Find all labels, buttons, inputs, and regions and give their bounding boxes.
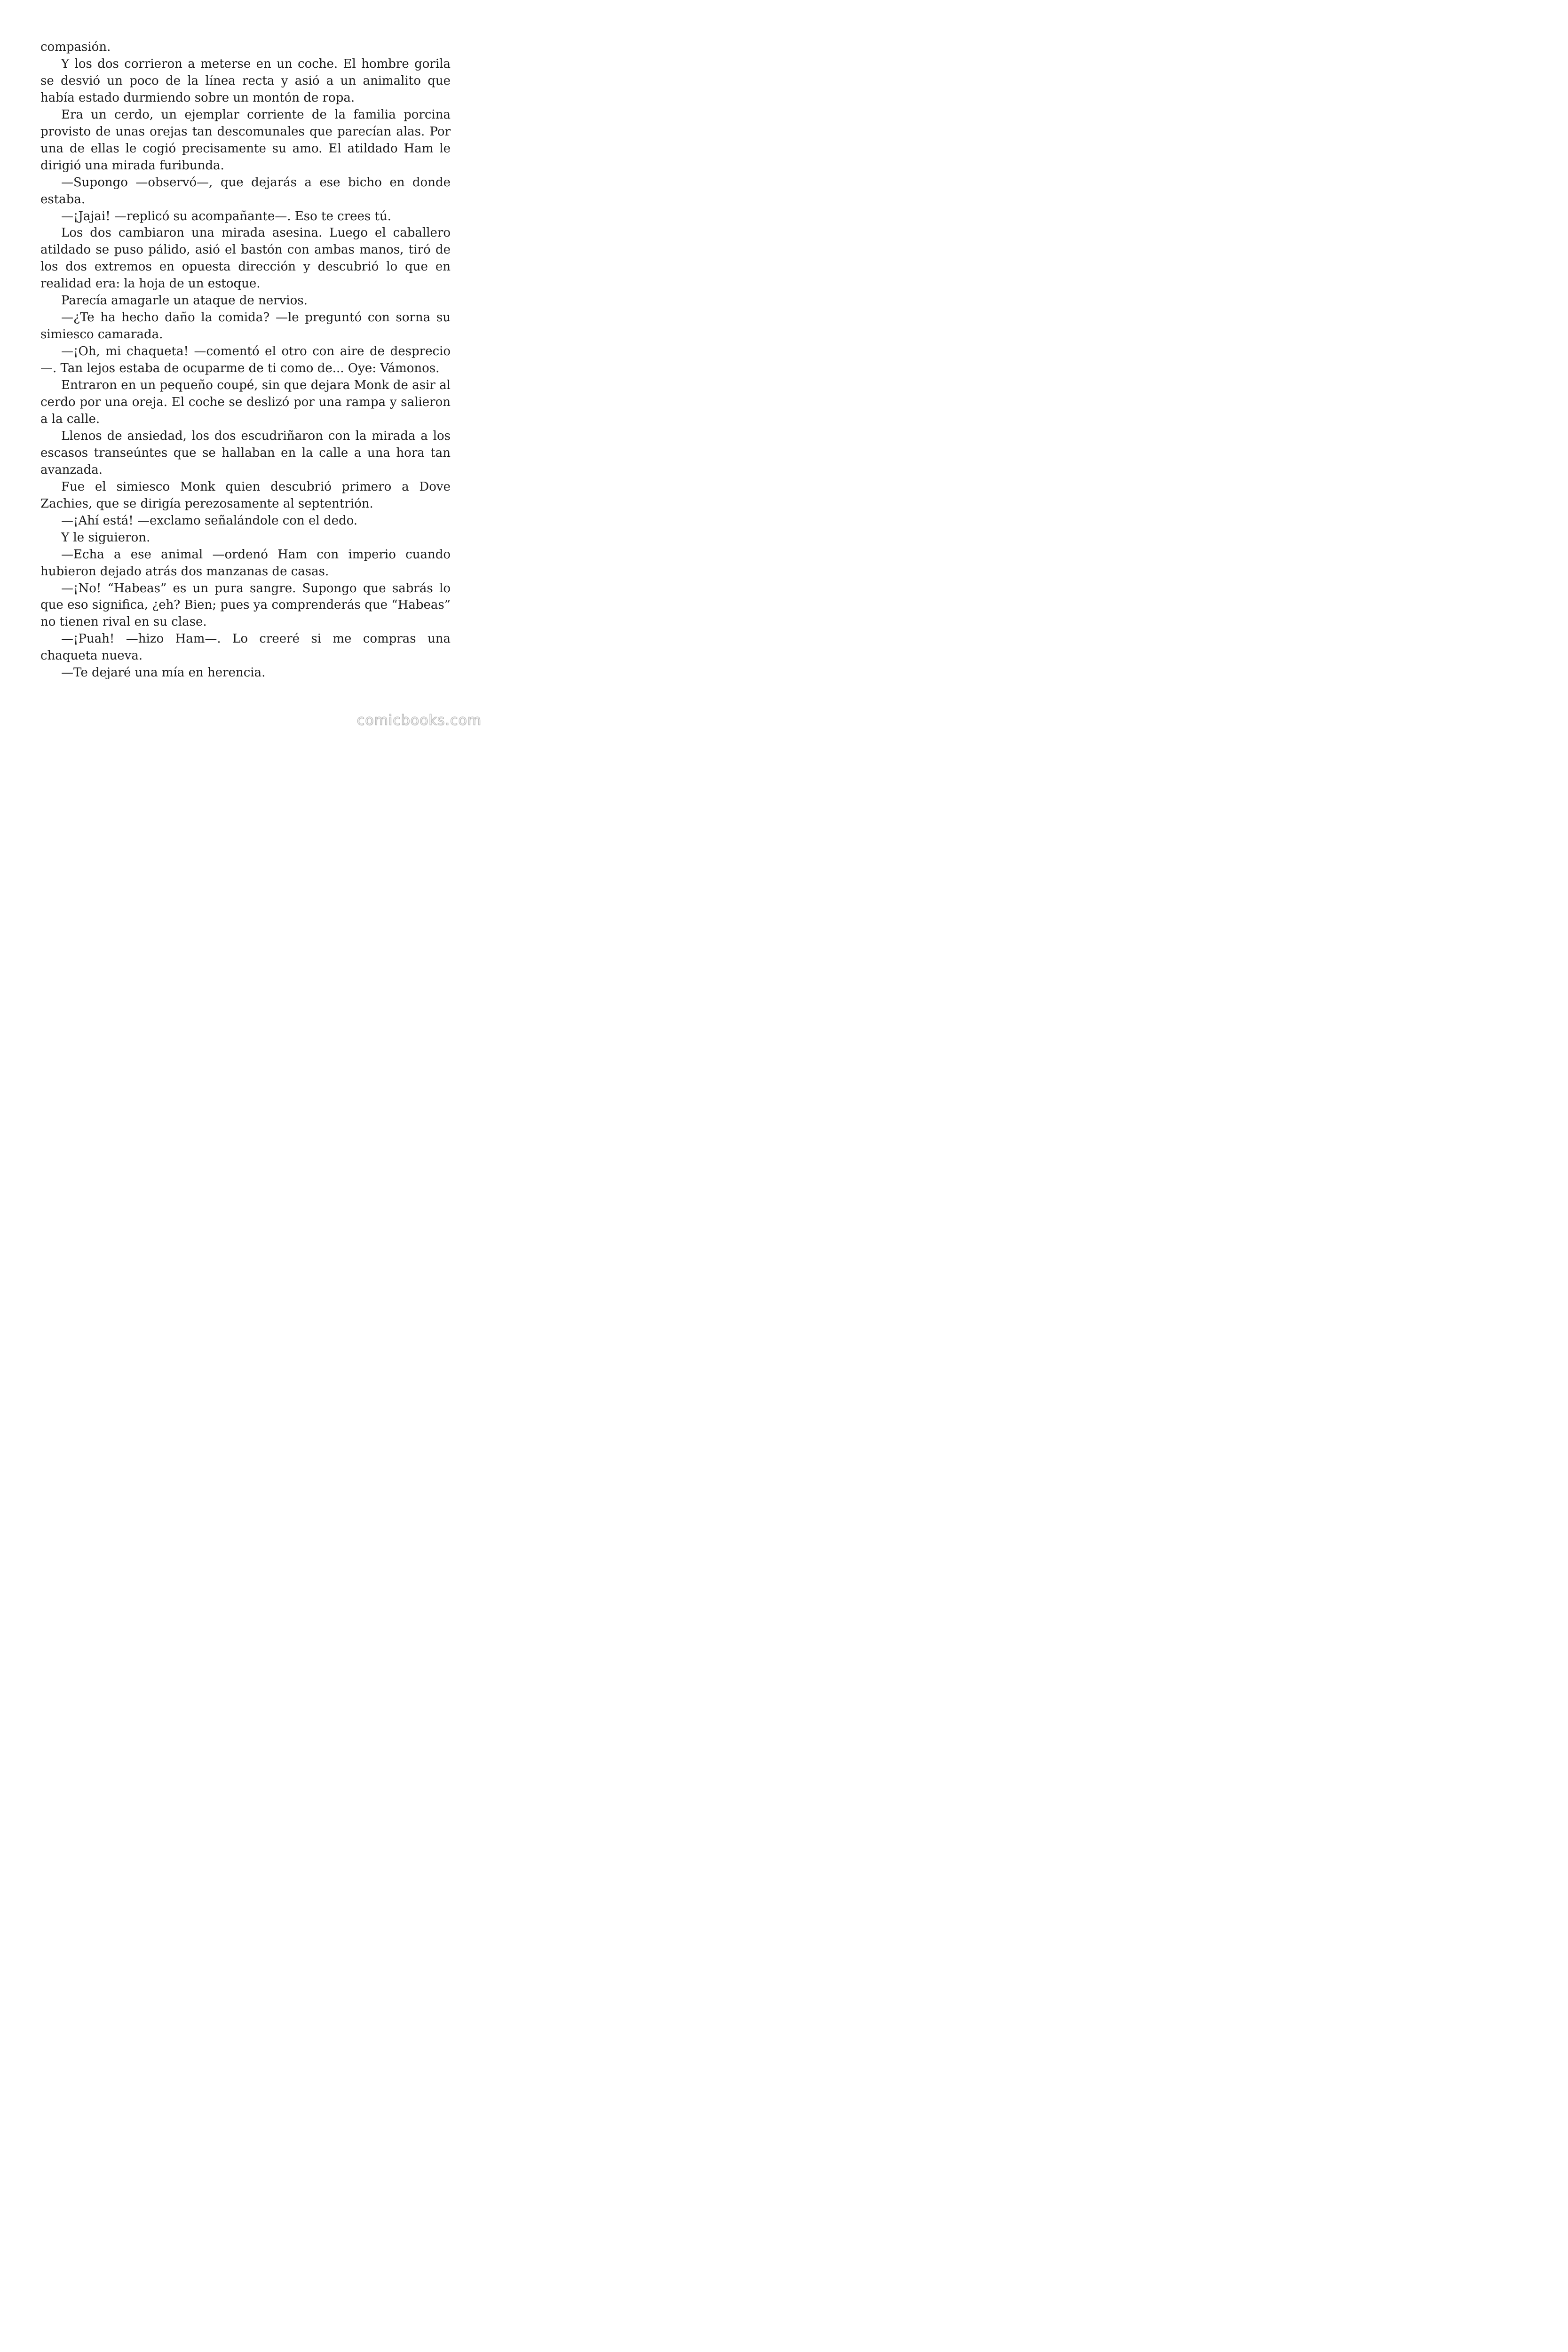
paragraph: —¡No! “Habeas” es un pura sangre. Supongo que sabrás lo que eso significa, ¿eh? Bien; pues ya comprenderás que “Habeas” no tienen rival en su clase. xyxy=(40,581,451,629)
paragraph: Llenos de ansiedad, los dos escudriñaron con la mirada a los escasos transeúntes que se hallaban en la calle a una hora tan avanzada. xyxy=(40,429,451,477)
watermark: comicbooks.com xyxy=(356,712,482,729)
paragraph: —Te dejaré una mía en herencia. xyxy=(61,666,266,680)
paragraph: —¡Puah! —hizo Ham—. Lo creeré si me compras una chaqueta nueva. xyxy=(40,632,451,663)
paragraph: Era un cerdo, un ejemplar corriente de la familia porcina provisto de unas orejas tan descomunales que parecían alas. Por una de ellas le cogió precisamente su amo. El atildado Ham le dirigió una mirada furibunda. xyxy=(40,107,451,173)
paragraph: —¡Jajai! —replicó su acompañante—. Eso te crees tú. xyxy=(61,209,391,223)
paragraph: Fue el simiesco Monk quien descubrió primero a Dove Zachies, que se dirigía perezosamente al septentrión. xyxy=(40,479,451,511)
paragraph: Entraron en un pequeño coupé, sin que dejara Monk de asir al cerdo por una oreja. El coche se deslizó por una rampa y salieron a la calle. xyxy=(40,378,451,426)
paragraph: —¡Oh, mi chaqueta! —comentó el otro con aire de desprecio—. Tan lejos estaba de ocuparme de ti como de... Oye: Vámonos. xyxy=(40,344,451,376)
paragraph: Y los dos corrieron a meterse en un coche. El hombre gorila se desvió un poco de la línea recta y asió a un animalito que había estado durmiendo sobre un montón de ropa. xyxy=(40,56,451,105)
paragraph: —Supongo —observó—, que dejarás a ese bicho en donde estaba. xyxy=(40,175,451,207)
paragraph: —¡Ahí está! —exclamo señalándole con el dedo. xyxy=(61,513,358,528)
paragraph: Y le siguieron. xyxy=(61,530,150,545)
paragraph: Los dos cambiaron una mirada asesina. Luego el caballero atildado se puso pálido, asió el bastón con ambas manos, tiró de los dos extremos en opuesta dirección y descubrió lo que en realidad era: la hoja de un estoque. xyxy=(40,226,451,291)
paragraph: compasión. xyxy=(40,40,111,54)
paragraph: —¿Te ha hecho daño la comida? —le preguntó con sorna su simiesco camarada. xyxy=(40,310,451,342)
page-body xyxy=(40,39,451,682)
paragraph: Parecía amagarle un ataque de nervios. xyxy=(61,294,308,308)
paragraph: —Echa a ese animal —ordenó Ham con imperio cuando hubieron dejado atrás dos manzanas de casas. xyxy=(40,547,451,579)
